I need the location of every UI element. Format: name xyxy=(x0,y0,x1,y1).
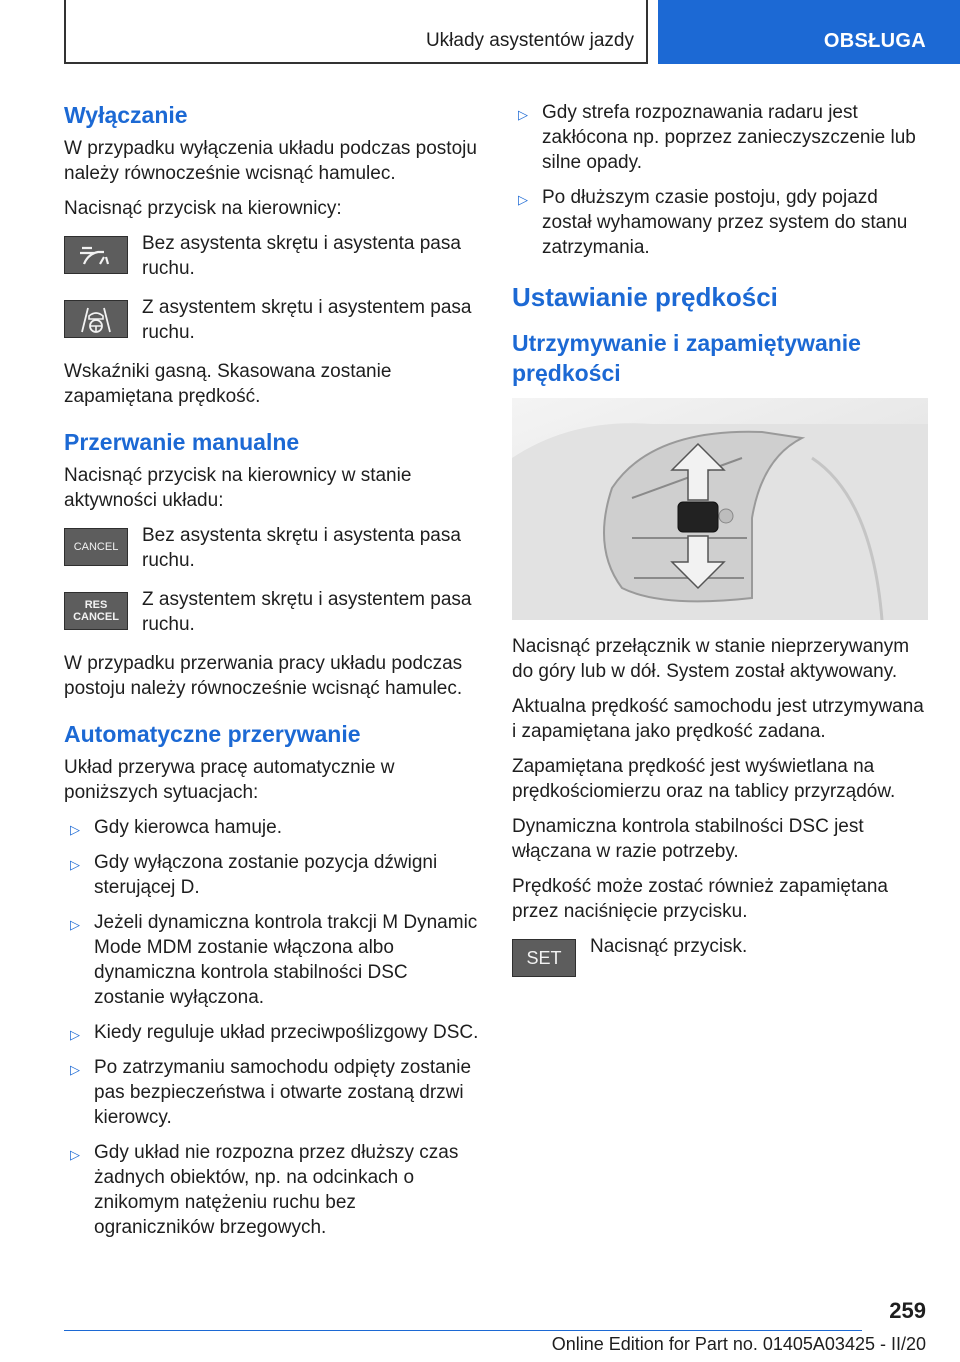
triangle-right-outline-icon: ▷ xyxy=(518,107,528,122)
header-chapter-title: OBSŁUGA xyxy=(823,30,926,52)
triangle-right-outline-icon: ▷ xyxy=(70,1027,80,1042)
paragraph-speed-2: Aktualna prędkość samochodu jest utrzymywana i zapamiętana jako prędkość zadana. xyxy=(512,696,924,742)
icon-off-2-text: Z asystentem skrętu i asystentem pasa ruchu. xyxy=(142,297,472,343)
paragraph-speed-1: Nacisnąć przełącznik w stanie nieprzerywanym do góry lub w dół. System został aktywowany. xyxy=(512,636,910,682)
triangle-right-outline-icon: ▷ xyxy=(70,857,80,872)
list-item: ▷ Po zatrzymaniu samochodu odpięty zostanie pas bezpieczeństwa i otwarte zostaną drzwi kierowcy. xyxy=(70,1057,472,1128)
left-column xyxy=(64,100,480,1250)
icon-row-cancel xyxy=(64,523,480,573)
paragraph-manual-1: Nacisnąć przycisk na kierownicy w stanie aktywności układu: xyxy=(64,465,412,511)
set-button-text: Nacisnąć przycisk. xyxy=(590,936,748,957)
list-item: ▷ Gdy kierowca hamuje. xyxy=(64,815,480,840)
header-section-box xyxy=(64,0,648,64)
cancel-button-icon: CANCEL xyxy=(64,528,128,566)
triangle-right-outline-icon: ▷ xyxy=(70,822,80,837)
heading-keep-speed: Utrzymywanie i zapamiętywanie prędkości xyxy=(512,330,861,386)
list-item: ▷ Po dłuższym czasie postoju, gdy pojazd został wyhamowany przez system do stanu zatrzymania. xyxy=(518,187,908,258)
header-chapter-box xyxy=(658,0,960,64)
steering-assist-icon xyxy=(64,300,128,338)
paragraph-speed-5: Prędkość może zostać również zapamiętana przez naciśnięcie przycisku. xyxy=(512,876,888,922)
list-item: ▷ Kiedy reguluje układ przeciwpoślizgowy DSC. xyxy=(64,1020,480,1045)
paragraph-speed-4: Dynamiczna kontrola stabilności DSC jest włączana w razie potrzeby. xyxy=(512,816,864,862)
heading-speed: Ustawianie prędkości xyxy=(512,282,778,312)
auto-bullet-list-continued xyxy=(512,100,928,260)
heading-auto: Automatyczne przerywanie xyxy=(64,721,361,747)
footer-edition: Online Edition for Part no. 01405A03425 - II/20 xyxy=(551,1334,926,1354)
res-cancel-button-icon: RES CANCEL xyxy=(64,592,128,630)
icon-off-1-text: Bez asystenta skrętu i asystenta pasa ruchu. xyxy=(142,233,461,279)
icon-row-rescancel xyxy=(64,587,480,637)
paragraph-off-1: W przypadku wyłączenia układu podczas postoju należy równocześnie wcisnąć hamulec. xyxy=(64,138,477,184)
triangle-right-outline-icon: ▷ xyxy=(70,1147,80,1162)
icon-rescancel-text: Z asystentem skrętu i asystentem pasa ruchu. xyxy=(142,589,472,635)
set-button-icon: SET xyxy=(512,939,576,977)
icon-row-off-2 xyxy=(64,295,480,345)
paragraph-off-3: Wskaźniki gasną. Skasowana zostanie zapamiętana prędkość. xyxy=(64,361,392,407)
list-item: ▷ Jeżeli dynamiczna kontrola trakcji M Dynamic Mode MDM zostanie włączona albo dynamiczna kontrola stabilności DSC zostanie wyłączona. xyxy=(70,912,478,1008)
page-number: 259 xyxy=(889,1298,926,1323)
triangle-right-outline-icon: ▷ xyxy=(70,917,80,932)
triangle-right-outline-icon: ▷ xyxy=(70,1062,80,1077)
right-column xyxy=(512,100,928,998)
list-item: ▷ Gdy układ nie rozpozna przez dłuższy czas żadnych obiektów, np. na odcinkach o znikomym natężeniu ruchu bez ograniczników brzegowych. xyxy=(70,1142,459,1238)
heading-off: Wyłączanie xyxy=(64,102,188,128)
heading-manual: Przerwanie manualne xyxy=(64,429,300,455)
paragraph-off-2: Nacisnąć przycisk na kierownicy: xyxy=(64,198,342,219)
lane-assist-off-icon xyxy=(64,236,128,274)
paragraph-auto: Układ przerywa pracę automatycznie w poniższych sytuacjach: xyxy=(64,757,395,803)
list-item: ▷ Gdy wyłączona zostanie pozycja dźwigni sterującej D. xyxy=(70,852,438,898)
footer-divider xyxy=(64,1330,862,1331)
triangle-right-outline-icon: ▷ xyxy=(518,192,528,207)
list-item: ▷ Gdy strefa rozpoznawania radaru jest zakłócona np. poprzez zanieczyszczenie lub silne opady. xyxy=(518,102,916,173)
paragraph-manual-2: W przypadku przerwania pracy układu podczas postoju należy równocześnie wcisnąć hamulec. xyxy=(64,653,463,699)
auto-bullet-list xyxy=(64,815,480,1240)
icon-row-set xyxy=(512,934,928,984)
icon-cancel-text: Bez asystenta skrętu i asystenta pasa ruchu. xyxy=(142,525,461,571)
icon-row-off-1 xyxy=(64,231,480,281)
paragraph-speed-3: Zapamiętana prędkość jest wyświetlana na prędkościomierzu oraz na tablicy przyrządów. xyxy=(512,756,896,802)
header-section-title: Układy asystentów jazdy xyxy=(425,30,634,51)
steering-wheel-switch-photo xyxy=(512,398,928,620)
